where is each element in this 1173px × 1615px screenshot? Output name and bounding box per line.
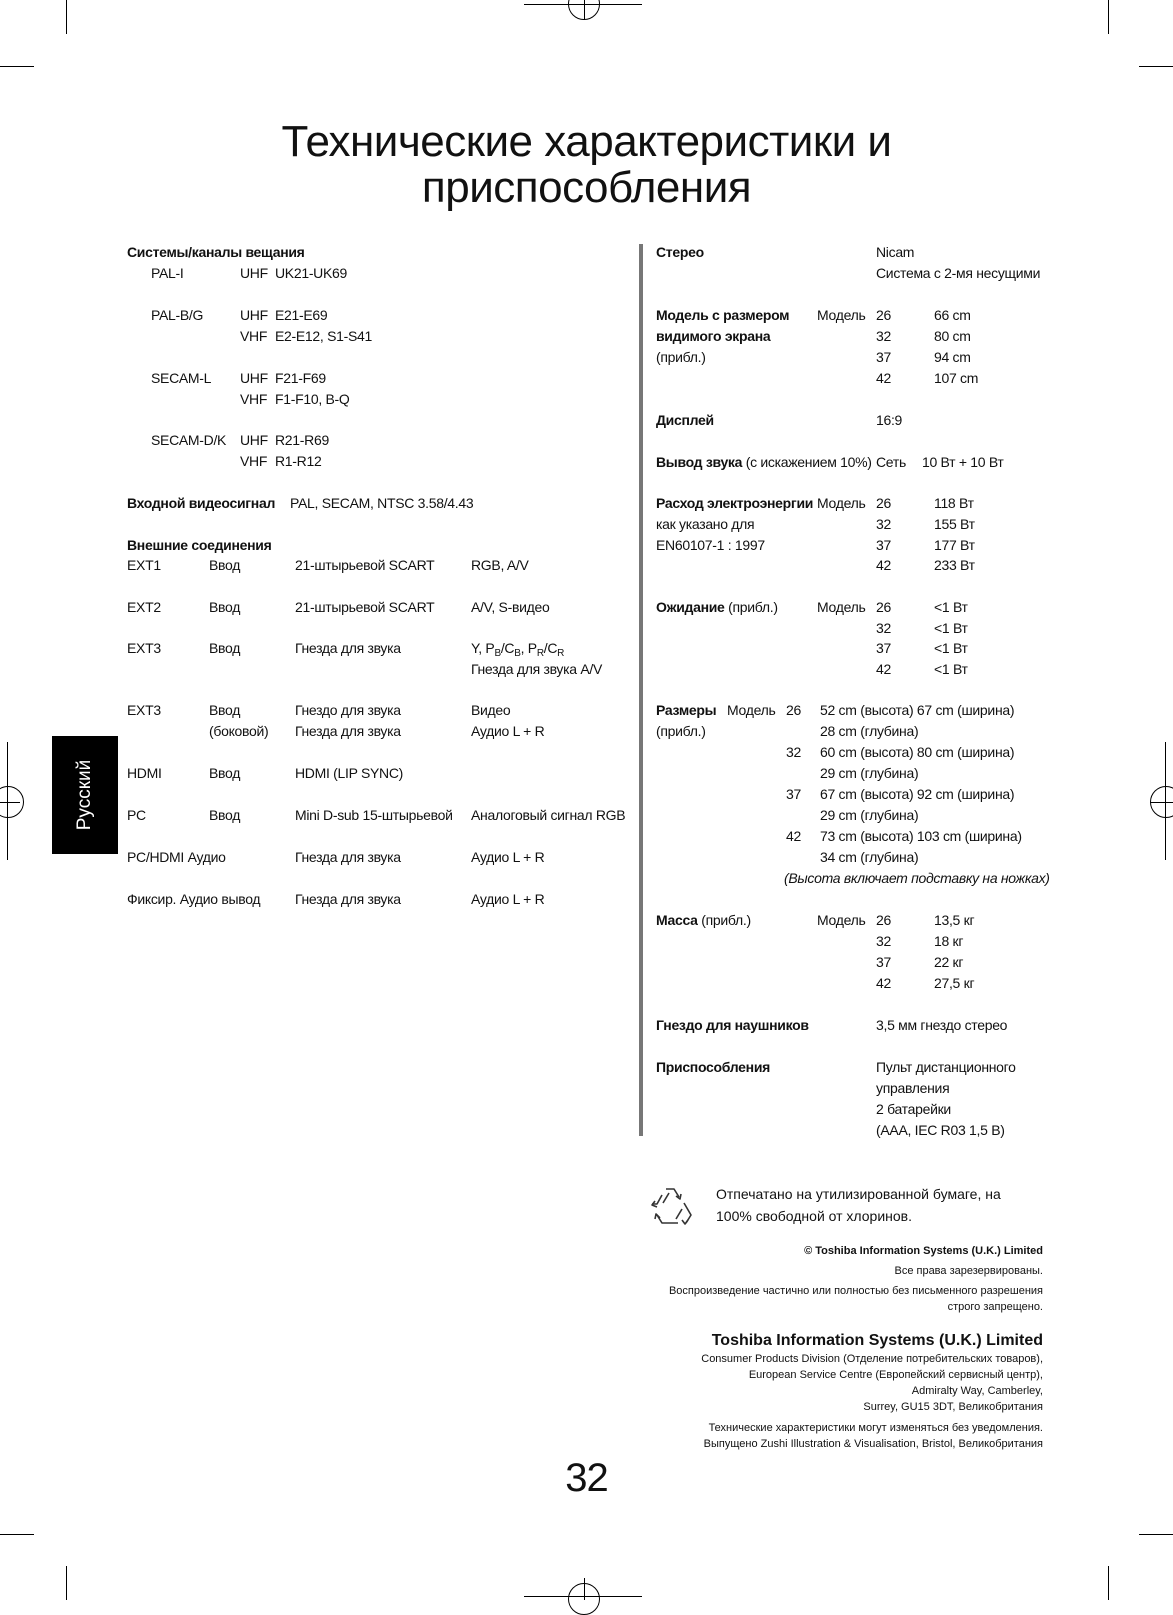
recycle-text: Отпечатано на утилизированной бумаге, на xyxy=(716,1186,1001,1202)
broadcast-band: VHF xyxy=(240,328,268,344)
conn-type: (боковой) xyxy=(209,723,269,739)
dimension-line: 34 cm (глубина) xyxy=(820,849,919,865)
mass-label: Масса (прибл.) xyxy=(656,912,751,928)
model-word: Модель xyxy=(817,912,866,928)
model-value: <1 Вт xyxy=(934,599,968,615)
accessories-line: управления xyxy=(876,1080,950,1096)
dimension-line: 28 cm (глубина) xyxy=(820,723,919,739)
conn-signal: A/V, S-видео xyxy=(471,599,550,615)
display-value: 16:9 xyxy=(876,412,903,428)
broadcast-band: UHF xyxy=(240,265,268,281)
conn-name: EXT1 xyxy=(127,557,161,573)
company-line: European Service Centre (Европейский сервисный центр), xyxy=(748,1369,1043,1381)
conn-connector: Гнезда для звука xyxy=(295,849,401,865)
model-value: 94 cm xyxy=(934,349,971,365)
broadcast-range: E21-E69 xyxy=(275,307,328,323)
connections-heading: Внешние соединения xyxy=(127,537,272,553)
headphone-value: 3,5 мм гнездо стерео xyxy=(876,1017,1008,1033)
broadcast-heading: Системы/каналы вещания xyxy=(127,244,305,260)
model-value: 80 cm xyxy=(934,328,971,344)
broadcast-sys: PAL-I xyxy=(151,265,184,281)
conn-signal: Аудио L + R xyxy=(471,723,545,739)
model-number: 32 xyxy=(876,933,891,949)
company-line: Consumer Products Division (Отделение потребительских товаров), xyxy=(701,1353,1043,1365)
model-number: 32 xyxy=(876,516,891,532)
model-number: 37 xyxy=(876,349,891,365)
model-value: 22 кг xyxy=(934,954,964,970)
conn-name: PC xyxy=(127,807,146,823)
copyright-line: строго запрещено. xyxy=(947,1301,1043,1313)
conn-signal: Аналоговый сигнал RGB xyxy=(471,807,626,823)
broadcast-range: F1-F10, B-Q xyxy=(275,391,350,407)
copyright-line: © Toshiba Information Systems (U.K.) Limited xyxy=(804,1245,1043,1257)
model-value: 177 Вт xyxy=(934,537,975,553)
company-notice: Выпущено Zushi Illustration & Visualisation, Bristol, Великобритания xyxy=(703,1438,1043,1450)
copyright-line: Все права зарезервированы. xyxy=(894,1265,1043,1277)
conn-name: HDMI xyxy=(127,765,162,781)
model-number: 32 xyxy=(876,620,891,636)
conn-connector: Гнезда для звука xyxy=(295,640,401,656)
power-label: Расход электроэнергии xyxy=(656,495,814,511)
model-number: 37 xyxy=(786,786,801,802)
power-label: как указано для xyxy=(656,516,755,532)
dimension-line: 60 cm (высота) 80 cm (ширина) xyxy=(820,744,1015,760)
conn-signal: RGB, A/V xyxy=(471,557,529,573)
display-label: Дисплей xyxy=(656,412,714,428)
conn-type: Ввод xyxy=(209,807,241,823)
recycle-text: 100% свободной от хлоринов. xyxy=(716,1208,912,1224)
model-number: 26 xyxy=(876,495,891,511)
broadcast-band: VHF xyxy=(240,391,268,407)
model-value: <1 Вт xyxy=(934,640,968,656)
conn-connector: 21-штырьевой SCART xyxy=(295,599,435,615)
model-number: 32 xyxy=(876,328,891,344)
broadcast-band: UHF xyxy=(240,370,268,386)
dimension-line: 29 cm (глубина) xyxy=(820,765,919,781)
dimensions-label: Размеры xyxy=(656,702,717,718)
model-value: 107 cm xyxy=(934,370,979,386)
page-number: 32 xyxy=(565,1456,608,1500)
dimension-line: 73 cm (высота) 103 cm (ширина) xyxy=(820,828,1022,844)
conn-connector: Гнезда для звука xyxy=(295,723,401,739)
model-value: <1 Вт xyxy=(934,661,968,677)
broadcast-sys: SECAM-D/K xyxy=(151,432,227,448)
model-number: 42 xyxy=(876,370,891,386)
company-line: Admiralty Way, Camberley, xyxy=(911,1385,1043,1397)
model-number: 26 xyxy=(876,307,891,323)
page-title-line2: приспособления xyxy=(421,163,752,212)
conn-signal: Видео xyxy=(471,702,511,718)
conn-name: Фиксир. Аудио вывод xyxy=(127,891,261,907)
model-word: Модель xyxy=(817,599,866,615)
model-value: 27,5 кг xyxy=(934,975,975,991)
model-number: 42 xyxy=(876,975,891,991)
broadcast-band: UHF xyxy=(240,432,268,448)
model-number: 37 xyxy=(876,640,891,656)
conn-name: EXT2 xyxy=(127,599,161,615)
model-word: Модель xyxy=(727,702,776,718)
broadcast-sys: PAL-B/G xyxy=(151,307,204,323)
company-name: Toshiba Information Systems (U.K.) Limited xyxy=(711,1332,1043,1349)
conn-connector: 21-штырьевой SCART xyxy=(295,557,435,573)
broadcast-band: UHF xyxy=(240,307,268,323)
conn-connector: Гнезда для звука xyxy=(295,891,401,907)
screen-label: видимого экрана xyxy=(656,328,771,344)
model-number: 37 xyxy=(876,537,891,553)
dimensions-label: (прибл.) xyxy=(656,723,706,739)
dimension-line: 67 cm (высота) 92 cm (ширина) xyxy=(820,786,1015,802)
column-divider xyxy=(639,244,643,1136)
conn-name: EXT3 xyxy=(127,640,161,656)
model-value: 233 Вт xyxy=(934,557,975,573)
model-word: Модель xyxy=(817,307,866,323)
model-value: 18 кг xyxy=(934,933,964,949)
model-number: 26 xyxy=(876,599,891,615)
conn-signal: Гнезда для звука A/V xyxy=(471,661,602,677)
model-number: 42 xyxy=(876,661,891,677)
conn-type: Ввод xyxy=(209,640,241,656)
accessories-line: (AAA, IEC R03 1,5 В) xyxy=(876,1122,1005,1138)
broadcast-band: VHF xyxy=(240,453,268,469)
model-number: 42 xyxy=(786,828,801,844)
dimension-line: 52 cm (высота) 67 cm (ширина) xyxy=(820,702,1015,718)
broadcast-range: R1-R12 xyxy=(275,453,322,469)
stereo-value: Система с 2-мя несущими xyxy=(876,265,1041,281)
conn-signal-component: Y, $P_B/C_B$, $P_R/C_R$ xyxy=(471,640,565,659)
model-number: 37 xyxy=(876,954,891,970)
accessories-line: Пульт дистанционного xyxy=(876,1059,1016,1075)
broadcast-range: F21-F69 xyxy=(275,370,326,386)
model-value: 118 Вт xyxy=(934,495,974,511)
conn-connector: Mini D-sub 15-штырьевой xyxy=(295,807,453,823)
sound-value: 10 Вт + 10 Вт xyxy=(922,454,1004,470)
broadcast-range: E2-E12, S1-S41 xyxy=(275,328,372,344)
model-number: 26 xyxy=(876,912,891,928)
company-notice: Технические характеристики могут изменяться без уведомления. xyxy=(708,1422,1043,1434)
conn-connector: HDMI (LIP SYNC) xyxy=(295,765,404,781)
video-input-label: Входной видеосигнал xyxy=(127,495,276,511)
broadcast-range: R21-R69 xyxy=(275,432,329,448)
conn-connector: Гнездо для звука xyxy=(295,702,401,718)
dimensions-note: (Высота включает подставку на ножках) xyxy=(784,870,1050,886)
model-value: 155 Вт xyxy=(934,516,975,532)
model-number: 42 xyxy=(876,557,891,573)
broadcast-range: UK21-UK69 xyxy=(275,265,348,281)
language-tab xyxy=(52,736,118,854)
model-value: 66 cm xyxy=(934,307,971,323)
conn-signal: Аудио L + R xyxy=(471,891,545,907)
dimension-line: 29 cm (глубина) xyxy=(820,807,919,823)
page-title-line1: Технические характеристики и xyxy=(281,117,892,166)
conn-name: PC/HDMI Аудио xyxy=(127,849,226,865)
sound-col: Сеть xyxy=(876,454,906,470)
stereo-value: Nicam xyxy=(876,244,915,260)
model-value: 13,5 кг xyxy=(934,912,975,928)
language-tab-label: Русский xyxy=(74,759,95,831)
power-label: EN60107-1 : 1997 xyxy=(656,537,765,553)
recycle-icon xyxy=(648,1183,696,1229)
stereo-label: Стерео xyxy=(656,244,704,260)
headphone-label: Гнездо для наушников xyxy=(656,1017,809,1033)
screen-label: Модель с размером xyxy=(656,307,790,323)
conn-type: Ввод xyxy=(209,702,241,718)
conn-type: Ввод xyxy=(209,765,241,781)
model-number: 26 xyxy=(786,702,801,718)
accessories-line: 2 батарейки xyxy=(876,1101,951,1117)
screen-label: (прибл.) xyxy=(656,349,706,365)
conn-type: Ввод xyxy=(209,557,241,573)
model-number: 32 xyxy=(786,744,801,760)
conn-type: Ввод xyxy=(209,599,241,615)
model-word: Модель xyxy=(817,495,866,511)
video-input-value: PAL, SECAM, NTSC 3.58/4.43 xyxy=(290,495,474,511)
model-value: <1 Вт xyxy=(934,620,968,636)
conn-signal: Аудио L + R xyxy=(471,849,545,865)
accessories-label: Приспособления xyxy=(656,1059,770,1075)
standby-label: Ожидание (прибл.) xyxy=(656,599,778,615)
sound-output: Вывод звука (с искажением 10%) xyxy=(656,454,872,470)
conn-name: EXT3 xyxy=(127,702,161,718)
broadcast-sys: SECAM-L xyxy=(151,370,212,386)
company-line: Surrey, GU15 3DT, Великобритания xyxy=(863,1401,1043,1413)
copyright-line: Воспроизведение частично или полностью без письменного разрешения xyxy=(668,1285,1043,1297)
